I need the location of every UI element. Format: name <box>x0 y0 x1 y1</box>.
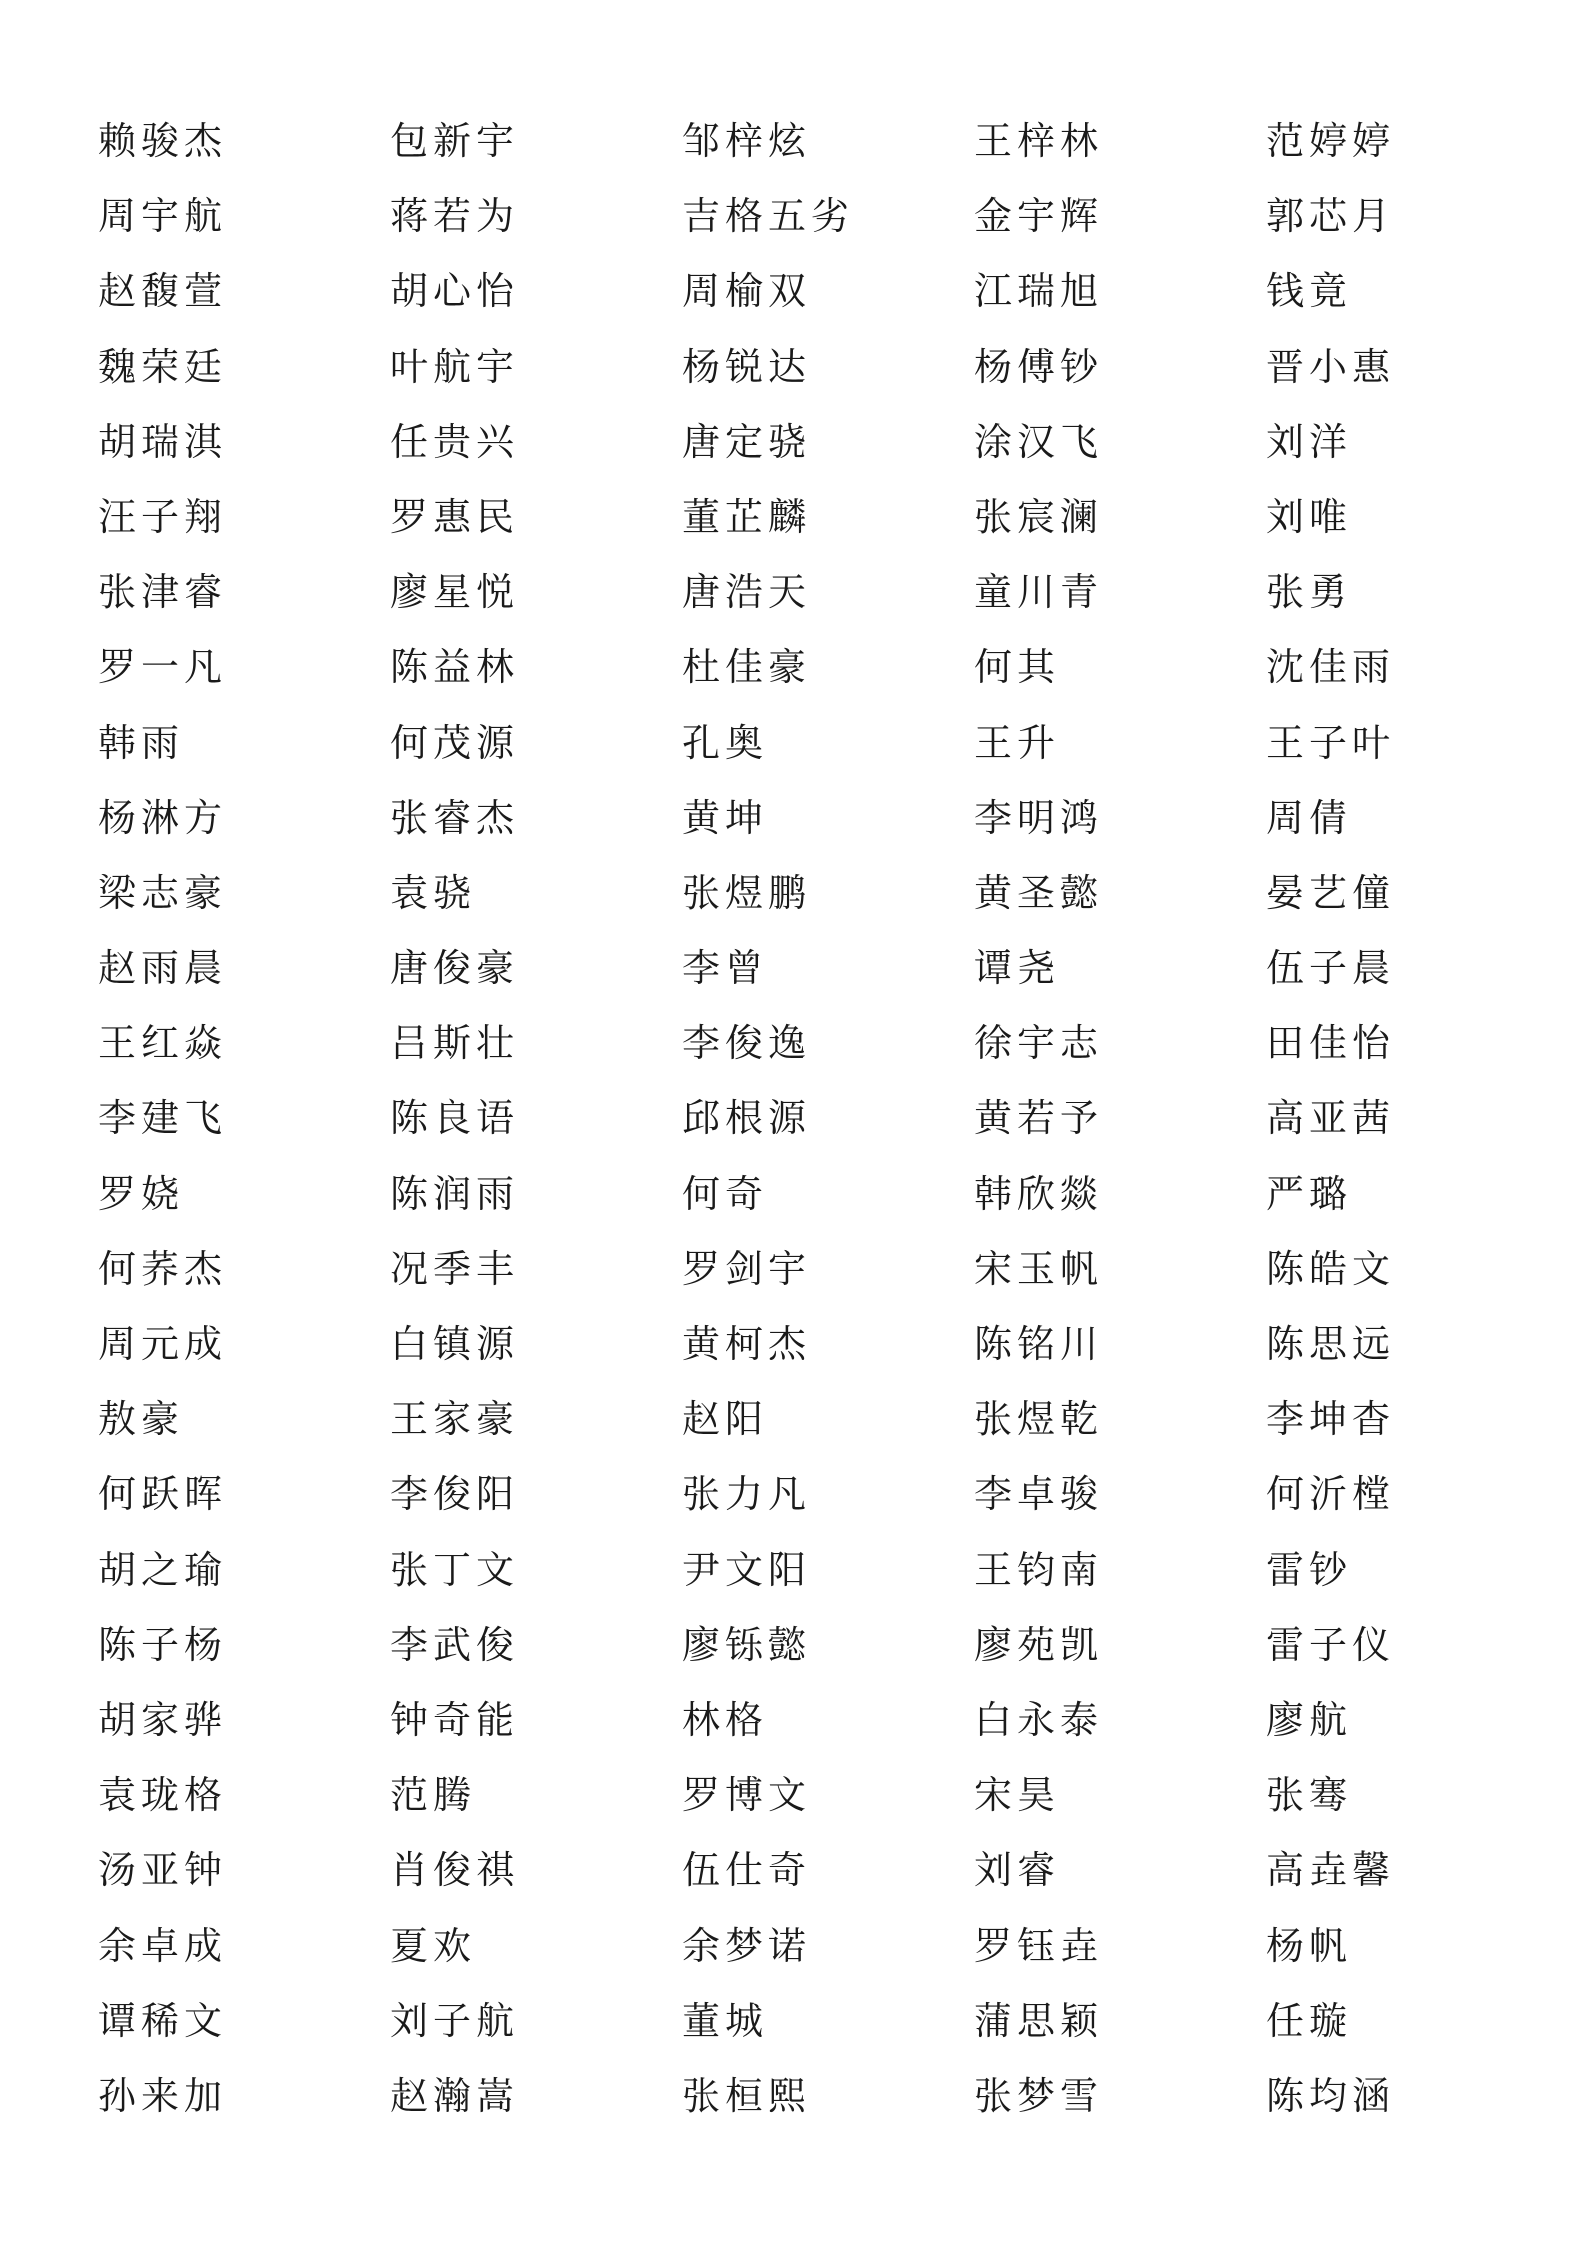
name-cell: 晏艺僮 <box>1266 870 1396 915</box>
name-cell: 何其 <box>974 645 1061 690</box>
name-cell: 李明鸿 <box>974 795 1104 840</box>
name-cell: 伍仕奇 <box>682 1848 812 1893</box>
name-cell: 董芷麟 <box>682 494 812 539</box>
name-cell: 汪子翔 <box>98 494 228 539</box>
name-cell: 谭稀文 <box>98 1998 228 2043</box>
name-cell: 杨锐达 <box>682 344 812 389</box>
name-cell: 李卓骏 <box>974 1472 1104 1517</box>
name-cell: 叶航宇 <box>390 344 520 389</box>
name-cell: 赖骏杰 <box>98 119 228 163</box>
name-cell: 黄若予 <box>974 1096 1104 1141</box>
name-cell: 何跃晖 <box>98 1472 228 1517</box>
name-cell: 肖俊祺 <box>390 1848 520 1893</box>
name-cell: 张睿杰 <box>390 795 520 840</box>
name-cell: 涂汉飞 <box>974 419 1104 464</box>
name-cell: 杨帆 <box>1266 1923 1353 1968</box>
name-cell: 周元成 <box>98 1322 228 1366</box>
name-cell: 周宇航 <box>98 194 228 239</box>
name-list-grid <box>98 104 1478 2134</box>
name-cell: 王子叶 <box>1266 720 1396 765</box>
name-cell: 胡之瑜 <box>98 1547 228 1592</box>
name-cell: 夏欢 <box>390 1923 477 1968</box>
name-cell: 吉格五劣 <box>682 194 855 239</box>
name-cell: 何奇 <box>682 1171 769 1216</box>
name-cell: 陈皓文 <box>1266 1246 1396 1291</box>
name-cell: 张勇 <box>1266 570 1353 615</box>
name-cell: 王钧南 <box>974 1547 1104 1592</box>
name-cell: 胡心怡 <box>390 269 520 314</box>
name-cell: 钱竟 <box>1266 269 1353 314</box>
name-cell: 廖铄懿 <box>682 1622 812 1667</box>
name-cell: 王家豪 <box>390 1397 520 1442</box>
name-cell: 白永泰 <box>974 1697 1104 1742</box>
name-cell: 李建飞 <box>98 1096 228 1141</box>
name-cell: 赵阳 <box>682 1397 769 1442</box>
name-cell: 周倩 <box>1266 795 1353 840</box>
name-cell: 严璐 <box>1266 1171 1353 1216</box>
name-cell: 何沂樘 <box>1266 1472 1396 1517</box>
name-cell: 张桓熙 <box>682 2073 812 2118</box>
name-cell: 汤亚钟 <box>98 1848 228 1893</box>
name-cell: 江瑞旭 <box>974 269 1104 314</box>
name-cell: 罗娆 <box>98 1171 185 1216</box>
name-cell: 张煜乾 <box>974 1397 1104 1442</box>
name-cell: 童川青 <box>974 570 1104 615</box>
name-cell: 张梦雪 <box>974 2073 1104 2118</box>
name-cell: 董城 <box>682 1998 769 2043</box>
name-cell: 罗博文 <box>682 1773 812 1818</box>
name-cell: 王升 <box>974 720 1061 765</box>
name-cell: 陈铭川 <box>974 1322 1104 1366</box>
name-cell: 包新宇 <box>390 119 520 163</box>
name-cell: 杨淋方 <box>98 795 228 840</box>
name-cell: 唐俊豪 <box>390 946 520 991</box>
name-cell: 伍子晨 <box>1266 946 1396 991</box>
name-cell: 金宇辉 <box>974 194 1104 239</box>
name-cell: 宋昊 <box>974 1773 1061 1818</box>
name-cell: 钟奇能 <box>390 1697 520 1742</box>
name-cell: 李曾 <box>682 946 769 991</box>
name-cell: 廖苑凯 <box>974 1622 1104 1667</box>
name-cell: 唐定骁 <box>682 419 812 464</box>
name-cell: 黄坤 <box>682 795 769 840</box>
name-cell: 敖豪 <box>98 1397 185 1442</box>
name-cell: 张宸澜 <box>974 494 1104 539</box>
name-cell: 陈良语 <box>390 1096 520 1141</box>
name-cell: 林格 <box>682 1697 769 1742</box>
name-cell: 魏荣廷 <box>98 344 228 389</box>
name-cell: 徐宇志 <box>974 1021 1104 1066</box>
name-cell: 韩欣燚 <box>974 1171 1104 1216</box>
name-cell: 王红焱 <box>98 1021 228 1066</box>
name-cell: 吕斯壮 <box>390 1021 520 1066</box>
name-cell: 雷子仪 <box>1266 1622 1396 1667</box>
name-cell: 李坤杳 <box>1266 1397 1396 1442</box>
name-cell: 罗剑宇 <box>682 1246 812 1291</box>
name-cell: 李俊逸 <box>682 1021 812 1066</box>
name-cell: 郭芯月 <box>1266 194 1396 239</box>
name-cell: 谭尧 <box>974 946 1061 991</box>
name-cell: 邱根源 <box>682 1096 812 1141</box>
name-cell: 陈子杨 <box>98 1622 228 1667</box>
name-cell: 杨傅钞 <box>974 344 1104 389</box>
name-cell: 胡瑞淇 <box>98 419 228 464</box>
name-cell: 雷钞 <box>1266 1547 1353 1592</box>
name-cell: 罗惠民 <box>390 494 520 539</box>
name-cell: 白镇源 <box>390 1322 520 1366</box>
name-cell: 袁骁 <box>390 870 477 915</box>
name-cell: 胡家骅 <box>98 1697 228 1742</box>
name-cell: 沈佳雨 <box>1266 645 1396 690</box>
name-cell: 陈均涵 <box>1266 2073 1396 2118</box>
name-cell: 尹文阳 <box>682 1547 812 1592</box>
name-cell: 余卓成 <box>98 1923 228 1968</box>
name-cell: 罗一凡 <box>98 645 228 690</box>
name-cell: 唐浩天 <box>682 570 812 615</box>
name-cell: 韩雨 <box>98 720 185 765</box>
name-cell: 李俊阳 <box>390 1472 520 1517</box>
name-cell: 范婷婷 <box>1266 119 1396 163</box>
name-cell: 范腾 <box>390 1773 477 1818</box>
name-cell: 陈思远 <box>1266 1322 1396 1366</box>
name-cell: 何荞杰 <box>98 1246 228 1291</box>
name-cell: 张骞 <box>1266 1773 1353 1818</box>
name-cell: 田佳怡 <box>1266 1021 1396 1066</box>
name-cell: 晋小惠 <box>1266 344 1396 389</box>
name-cell: 刘洋 <box>1266 419 1353 464</box>
name-cell: 赵瀚嵩 <box>390 2073 520 2118</box>
name-cell: 高亚茜 <box>1266 1096 1396 1141</box>
name-cell: 蒋若为 <box>390 194 520 239</box>
name-cell: 蒲思颖 <box>974 1998 1104 2043</box>
name-cell: 张煜鹏 <box>682 870 812 915</box>
name-cell: 梁志豪 <box>98 870 228 915</box>
name-cell: 张津睿 <box>98 570 228 615</box>
name-cell: 赵雨晨 <box>98 946 228 991</box>
name-cell: 刘睿 <box>974 1848 1061 1893</box>
name-cell: 黄柯杰 <box>682 1322 812 1366</box>
name-cell: 张力凡 <box>682 1472 812 1517</box>
name-cell: 陈益林 <box>390 645 520 690</box>
name-cell: 陈润雨 <box>390 1171 520 1216</box>
name-cell: 孔奥 <box>682 720 769 765</box>
name-cell: 廖星悦 <box>390 570 520 615</box>
name-cell: 宋玉帆 <box>974 1246 1104 1291</box>
name-cell: 李武俊 <box>390 1622 520 1667</box>
name-cell: 周榆双 <box>682 269 812 314</box>
name-cell: 余梦诺 <box>682 1923 812 1968</box>
name-cell: 袁珑格 <box>98 1773 228 1818</box>
name-cell: 廖航 <box>1266 1697 1353 1742</box>
name-cell: 刘唯 <box>1266 494 1353 539</box>
name-cell: 张丁文 <box>390 1547 520 1592</box>
name-cell: 高垚馨 <box>1266 1848 1396 1893</box>
name-cell: 邹梓炫 <box>682 119 812 163</box>
name-cell: 任璇 <box>1266 1998 1353 2043</box>
name-cell: 刘子航 <box>390 1998 520 2043</box>
name-cell: 王梓林 <box>974 119 1104 163</box>
name-cell: 况季丰 <box>390 1246 520 1291</box>
name-cell: 任贵兴 <box>390 419 520 464</box>
name-cell: 孙来加 <box>98 2073 228 2118</box>
name-cell: 何茂源 <box>390 720 520 765</box>
name-cell: 黄圣懿 <box>974 870 1104 915</box>
name-cell: 杜佳豪 <box>682 645 812 690</box>
name-cell: 罗钰垚 <box>974 1923 1104 1968</box>
name-cell: 赵馥萱 <box>98 269 228 314</box>
